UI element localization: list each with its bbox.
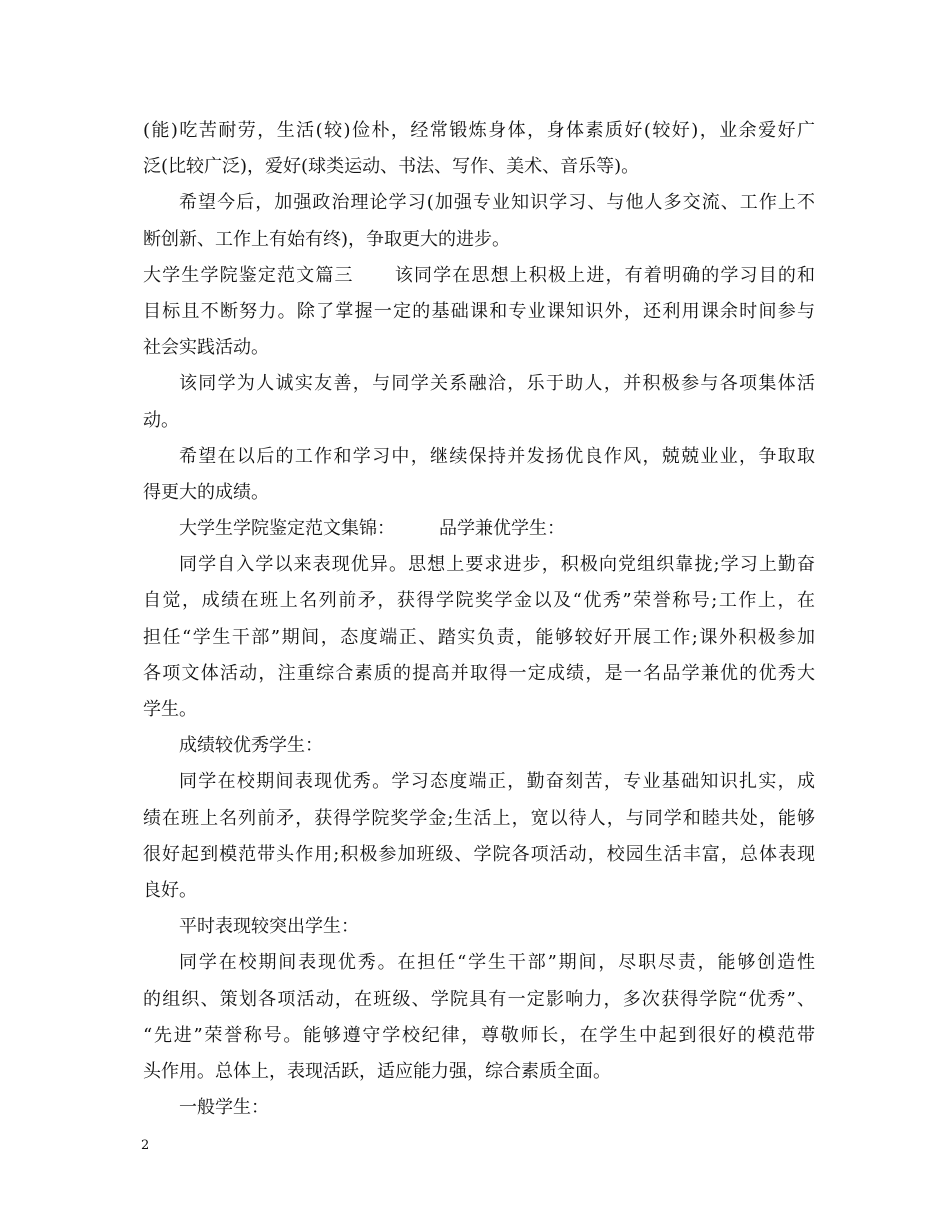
section-heading: 大学生学院鉴定范文篇三 xyxy=(143,264,354,286)
paragraph-line: 得更大的成绩。 xyxy=(143,481,269,503)
subsection-heading: 平时表现较突出学生： xyxy=(179,916,359,938)
paragraph-line: 目标且不断努力。除了掌握一定的基础课和专业课知识外，还利用课余时间参与 xyxy=(143,300,815,322)
paragraph-line: 动。 xyxy=(143,409,179,431)
subsection-heading: 成绩较优秀学生： xyxy=(179,735,323,757)
paragraph-line: 绩在班上名列前矛，获得学院奖学金;生活上，宽以待人，与同学和睦共处，能够 xyxy=(143,807,815,829)
document-body xyxy=(143,113,815,1126)
paragraph-line: 希望在以后的工作和学习中，继续保持并发扬优良作风，兢兢业业，争取取 xyxy=(179,445,815,467)
paragraph-line: 的组织、策划各项活动，在班级、学院具有一定影响力，多次获得学院“优秀”、 xyxy=(143,988,815,1010)
section-text: 该同学在思想上积极上进，有着明确的学习目的和 xyxy=(393,264,816,286)
section-heading-line xyxy=(143,511,815,547)
subsection-heading: 品学兼优学生： xyxy=(439,518,565,540)
page-number: 2 xyxy=(141,1138,150,1153)
paragraph-line: 该同学为人诚实友善，与同学关系融洽，乐于助人，并积极参与各项集体活 xyxy=(179,373,815,395)
paragraph-line: 自觉，成绩在班上名列前矛，获得学院奖学金以及“优秀”荣誉称号;工作上，在 xyxy=(143,590,815,612)
paragraph-line: 各项文体活动，注重综合素质的提高并取得一定成绩，是一名品学兼优的优秀大 xyxy=(143,662,815,684)
paragraph-line: (能)吃苦耐劳，生活(较)俭朴，经常锻炼身体，身体素质好(较好)，业余爱好广 xyxy=(143,120,815,141)
paragraph-line: 同学在校期间表现优秀。在担任“学生干部”期间，尽职尽责，能够创造性 xyxy=(179,952,815,974)
section-heading-line xyxy=(143,258,815,294)
paragraph-line: 断创新、工作上有始有终)，争取更大的进步。 xyxy=(143,228,511,250)
paragraph-line: 头作用。总体上，表现活跃，适应能力强，综合素质全面。 xyxy=(143,1060,611,1082)
paragraph-line: 泛(比较广泛)，爱好(球类运动、书法、写作、美术、音乐等)。 xyxy=(143,156,640,178)
subsection-heading: 一般学生： xyxy=(179,1097,269,1119)
paragraph-line: 希望今后，加强政治理论学习(加强专业知识学习、与他人多交流、工作上不 xyxy=(179,192,815,214)
paragraph-line: 很好起到模范带头作用;积极参加班级、学院各项活动，校园生活丰富，总体表现 xyxy=(143,843,815,865)
paragraph-line: “先进”荣誉称号。能够遵守学校纪律，尊敬师长，在学生中起到很好的模范带 xyxy=(143,1024,815,1046)
paragraph-line: 社会实践活动。 xyxy=(143,337,269,359)
paragraph-line: 同学自入学以来表现优异。思想上要求进步，积极向党组织靠拢;学习上勤奋 xyxy=(179,554,815,576)
paragraph-line: 同学在校期间表现优秀。学习态度端正，勤奋刻苦，专业基础知识扎实，成 xyxy=(179,771,815,793)
paragraph-line: 学生。 xyxy=(143,699,197,720)
paragraph-line: 担任“学生干部”期间，态度端正、踏实负责，能够较好开展工作;课外积极参加 xyxy=(143,626,815,648)
section-heading: 大学生学院鉴定范文集锦： xyxy=(179,518,395,540)
paragraph-line: 良好。 xyxy=(143,879,197,901)
